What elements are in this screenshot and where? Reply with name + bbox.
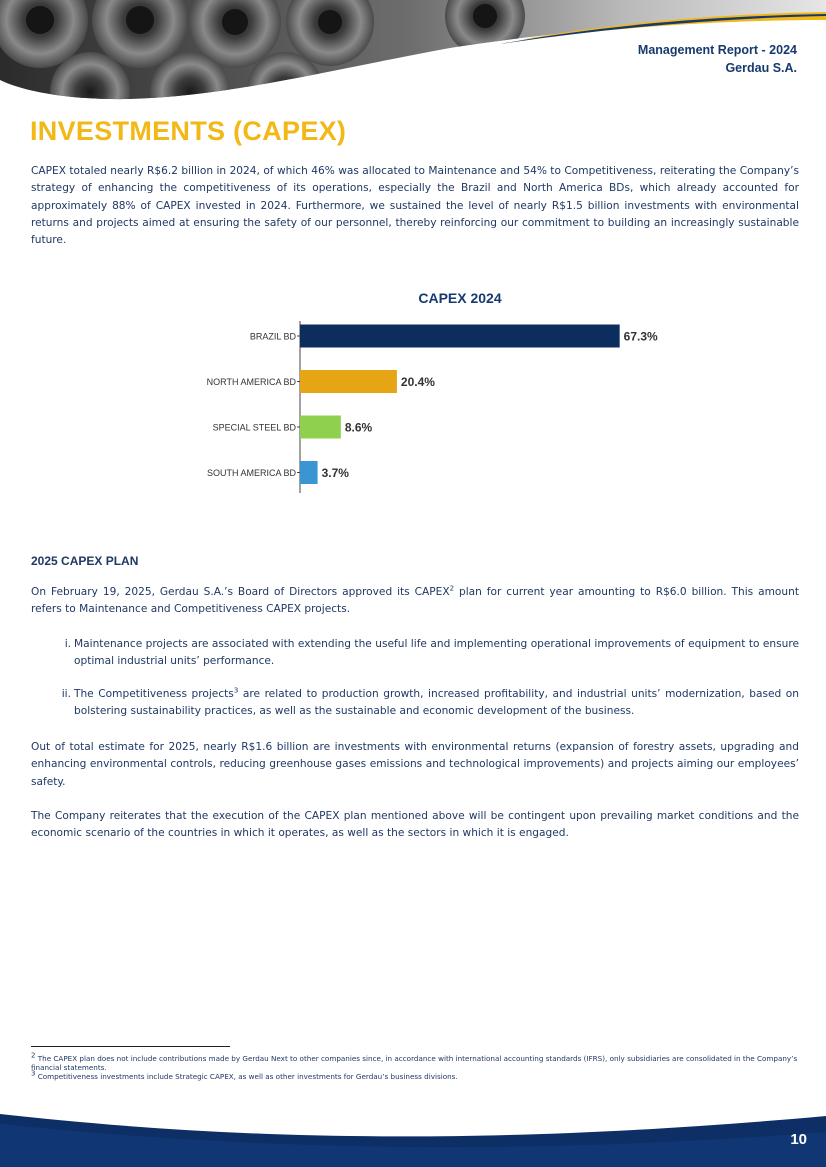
bar-category-label: NORTH AMERICA BD bbox=[206, 377, 296, 387]
list-item-text-body: Maintenance projects are associated with extending the useful life and implementing operational improvements of equipment to ensure optimal industrial units’ performance. bbox=[74, 638, 799, 668]
footnote-2 bbox=[31, 1051, 799, 1072]
plan-paragraph-text: On February 19, 2025, Gerdau S.A.’s Board of Directors approved its CAPEX bbox=[31, 586, 450, 598]
intro-paragraph: CAPEX totaled nearly R$6.2 billion in 2024, of which 46% was allocated to Maintenance and 54% to Competitiveness, reiterating the Company’s strategy of enhancing the competitiveness of its operations, especially the Brazil and North America BDs, which already accounted for approximately 88% of CAPEX invested in 2024. Furthermore, we sustained the level of nearly R$1.5 billion investments with environmental returns and projects aimed at ensuring the safety of our personnel, thereby reinforcing our commitment to building an increasingly sustainable future. bbox=[31, 165, 799, 247]
bar-value-label: 3.7% bbox=[321, 466, 349, 480]
plan-paragraph bbox=[31, 584, 799, 619]
bar bbox=[300, 325, 620, 348]
list-item-text bbox=[74, 686, 799, 721]
capex-chart bbox=[180, 283, 700, 498]
footnote-3 bbox=[31, 1069, 799, 1081]
footnote-marker: 3 bbox=[31, 1069, 36, 1078]
chart-title: CAPEX 2024 bbox=[418, 290, 502, 306]
reiterates-paragraph: The Company reiterates that the execution of the CAPEX plan mentioned above will be contingent upon prevailing market conditions and the economic scenario of the countries in which it operates, as well as the sectors in which it is engaged. bbox=[31, 810, 799, 840]
environment-paragraph: Out of total estimate for 2025, nearly R$1.6 billion are investments with environmental returns (expansion of forestry assets, upgrading and enhancing environmental controls, reducing greenhouse gases emissions and technological improvements) and projects aiming our employees’ safety. bbox=[31, 741, 799, 788]
list-marker: i. bbox=[64, 638, 71, 650]
bar bbox=[300, 416, 341, 439]
list-item-text bbox=[74, 636, 799, 671]
list-item-text-cont: are related to production growth, increased profitability, and industrial units’ modernization, based on bolstering sustainability practices, as well as the sustainable and economic development of the business. bbox=[74, 688, 799, 718]
footer-banner bbox=[0, 1110, 826, 1167]
list-marker: ii. bbox=[61, 688, 71, 700]
page-number: 10 bbox=[790, 1131, 807, 1148]
bar-category-label: SPECIAL STEEL BD bbox=[212, 422, 296, 433]
footnote-text: The CAPEX plan does not include contributions made by Gerdau Next to other companies since, in accordance with international accounting standards (IFRS), only subsidiaries are consolidated in the Company’s financial statements. bbox=[31, 1054, 798, 1072]
footnote-ref-3: 3 bbox=[233, 686, 239, 695]
footnote-text: Competitiveness investments include Strategic CAPEX, as well as other investments for Gerdau’s business divisions. bbox=[35, 1072, 458, 1081]
footnote-divider bbox=[31, 1046, 230, 1047]
page-title: INVESTMENTS (CAPEX) bbox=[30, 116, 347, 146]
footnotes bbox=[31, 1051, 799, 1081]
bar-value-label: 67.3% bbox=[623, 329, 658, 344]
bar-category-label: BRAZIL BD bbox=[249, 331, 296, 342]
report-header bbox=[638, 41, 797, 77]
list-item-maintenance bbox=[51, 636, 799, 671]
bar-value-label: 20.4% bbox=[400, 375, 435, 389]
list-item-competitiveness bbox=[51, 686, 799, 721]
plan-heading: 2025 CAPEX PLAN bbox=[31, 554, 139, 568]
company-name: Gerdau S.A. bbox=[725, 61, 797, 75]
bar-value-label: 8.6% bbox=[344, 420, 373, 435]
bar bbox=[300, 370, 397, 393]
footnote-ref-2: 2 bbox=[449, 584, 455, 593]
footnote-marker: 2 bbox=[31, 1051, 36, 1060]
report-title: Management Report - 2024 bbox=[637, 43, 797, 57]
list-item-text-body: The Competitiveness projects bbox=[74, 688, 234, 700]
bar bbox=[300, 461, 318, 484]
plan-paragraph-text-cont: plan for current year amounting to R$6.0 billion. This amount refers to Maintenance and Competitiveness CAPEX projects. bbox=[31, 586, 799, 616]
bar-category-label: SOUTH AMERICA BD bbox=[206, 468, 296, 478]
